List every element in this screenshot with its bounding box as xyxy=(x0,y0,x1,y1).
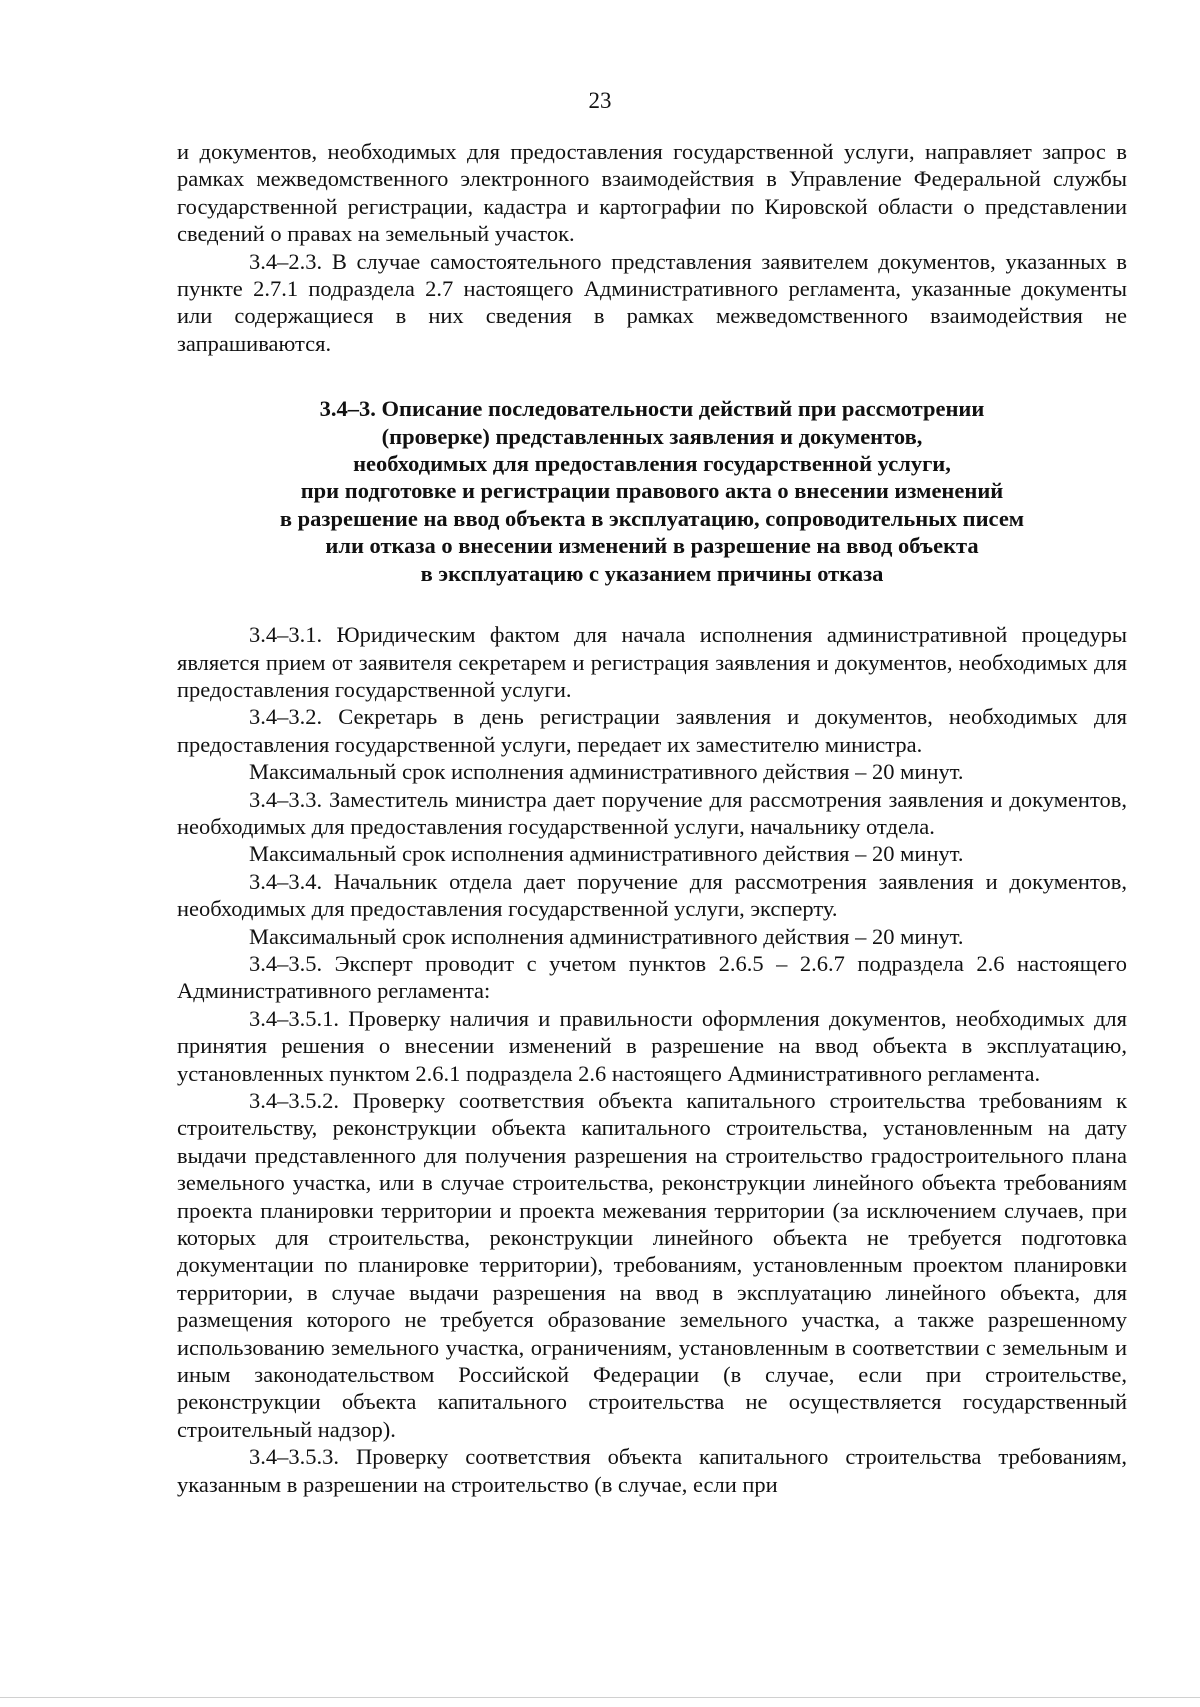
max-duration-note: Максимальный срок исполнения административного действия – 20 минут. xyxy=(249,759,964,785)
paragraph-3-4-3-4: 3.4–3.4. Начальник отдела дает поручение для рассмотрения заявления и документов, необходимых для предоставления государственной услуги, эксперту. xyxy=(177,868,1127,922)
document-body xyxy=(177,138,1127,1498)
paragraph-3-4-3-3: 3.4–3.3. Заместитель министра дает поручение для рассмотрения заявления и документов, необходимых для предоставления государственной услуги, начальнику отдела. xyxy=(177,786,1127,839)
heading-line: или отказа о внесении изменений в разрешение на ввод объекта xyxy=(325,533,979,559)
paragraph-3-4-3-5-1: 3.4–3.5.1. Проверку наличия и правильности оформления документов, необходимых для принятия решения о внесении изменений в разрешение на ввод объекта в эксплуатацию, установленных пунктом 2.6.1 подраздела 2.6 настоящего Административного регламента. xyxy=(177,1005,1127,1086)
heading-line: 3.4–3. Описание последовательности действий при рассмотрении xyxy=(319,396,985,422)
page-bottom-edge xyxy=(0,1697,1200,1698)
page-number: 23 xyxy=(588,88,612,113)
heading-line: в разрешение на ввод объекта в эксплуатацию, сопроводительных писем xyxy=(279,505,1025,531)
heading-line: (проверке) представленных заявления и документов, xyxy=(381,423,923,449)
max-duration-note: Максимальный срок исполнения административного действия – 20 минут. xyxy=(249,923,964,949)
paragraph-3-4-3-5: 3.4–3.5. Эксперт проводит с учетом пунктов 2.6.5 – 2.6.7 подраздела 2.6 настоящего Административного регламента: xyxy=(177,950,1127,1004)
paragraph-3-4-3-5-3: 3.4–3.5.3. Проверку соответствия объекта капитального строительства требованиям, указанным в разрешении на строительство (в случае, если при xyxy=(177,1444,1127,1497)
paragraph-3-4-3-2: 3.4–3.2. Секретарь в день регистрации заявления и документов, необходимых для предоставления государственной услуги, передает их заместителю министра. xyxy=(177,704,1127,757)
paragraph-continuation: и документов, необходимых для предоставления государственной услуги, направляет запрос в рамках межведомственного электронного взаимодействия в Управление Федеральной службы государственной регистрации, кадастра и картографии по Кировской области о представлении сведений о правах на земельный участок. xyxy=(177,139,1127,247)
heading-line: в эксплуатацию с указанием причины отказа xyxy=(420,560,884,586)
paragraph-3-4-3-1: 3.4–3.1. Юридическим фактом для начала исполнения административной процедуры является прием от заявителя секретарем и регистрация заявления и документов, необходимых для предоставления государственной услуги. xyxy=(177,622,1127,702)
heading-line: необходимых для предоставления государственной услуги, xyxy=(353,451,951,477)
max-duration-note: Максимальный срок исполнения административного действия – 20 минут. xyxy=(249,841,964,867)
section-heading-3-4-3 xyxy=(177,395,1127,587)
paragraph-3-4-2-3: 3.4–2.3. В случае самостоятельного представления заявителем документов, указанных в пункте 2.7.1 подраздела 2.7 настоящего Административного регламента, указанные документы или содержащиеся в них сведения в рамках межведомственного взаимодействия не запрашиваются. xyxy=(177,248,1127,356)
paragraph-3-4-3-5-2: 3.4–3.5.2. Проверку соответствия объекта капитального строительства требованиям к строительству, реконструкции объекта капитального строительства, установленным на дату выдачи представленного для получения разрешения на строительство градостроительного плана земельного участка, или в случае строительства, реконструкции линейного объекта требованиям проекта планировки территории и проекта межевания территории (за исключением случаев, при которых для строительства, реконструкции линейного объекта не требуется подготовка документации по планировке территории), требованиям, установленным проектом планировки территории, в случае выдачи разрешения на ввод в эксплуатацию линейного объекта, для размещения которого не требуется образование земельного участка, а также разрешенному использованию земельного участка, ограничениям, установленным в соответствии с земельным и иным законодательством Российской Федерации (в случае, если при строительстве, реконструкции объекта капитального строительства не осуществляется государственный строительный надзор). xyxy=(177,1088,1127,1442)
heading-line: при подготовке и регистрации правового акта о внесении изменений xyxy=(300,478,1004,504)
